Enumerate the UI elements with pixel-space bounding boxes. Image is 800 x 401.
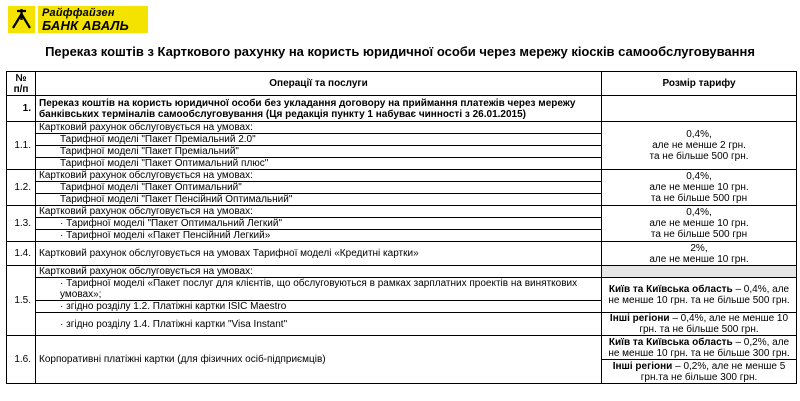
row-line: Тарифної моделі "Пакет Преміальний" — [36, 146, 602, 158]
tariff-line: та не більше 500 грн. — [649, 151, 749, 162]
row-line: Тарифної моделі "Пакет Оптимальний" — [36, 182, 602, 194]
row-text: Картковий рахунок обслуговується на умовах Тарифної моделі «Кредитні картки» — [36, 242, 602, 266]
bank-name-line2: БАНК АВАЛЬ — [42, 18, 130, 33]
tariff-line: але не менше 10 грн. — [649, 182, 749, 193]
row-tariff-kyiv — [602, 278, 797, 313]
row-text: Корпоративні платіжні картки (для фізичних осіб-підприємців) — [36, 336, 602, 384]
tariff-line: 0,4%, — [686, 129, 712, 140]
tariff-line: та не більше 500 грн — [650, 229, 748, 240]
region-label: Інші регіони — [609, 313, 670, 324]
table-row-section-1 — [7, 96, 797, 122]
region-tariff: – 0,4%, але не менше 10 грн. та не більше 500 грн. — [608, 284, 790, 306]
row-line: Тарифної моделі "Пакет Пенсійний Оптимальний" — [36, 194, 602, 206]
raiffeisen-gable-icon — [8, 6, 35, 33]
row-text: Переказ коштів на користь юридичної особи без укладання договору на приймання платежів через мережу банківських терміналів самообслуговування (Ця редакція пункту 1 набуває чинності з 26.01.2015) — [36, 96, 602, 122]
tariff-line: але не менше 10 грн. — [649, 253, 749, 265]
row-line: · Тарифної моделі «Пакет Пенсійний Легкий» — [36, 230, 602, 242]
tariff-line: та не більше 500 грн — [650, 193, 748, 204]
row-line: · згідно розділу 1.2. Платіжні картки ISIC Maestro — [36, 301, 602, 313]
row-line: · згідно розділу 1.4. Платіжні картки "Visa Instant" — [36, 313, 602, 336]
row-line: Картковий рахунок обслуговується на умовах: — [36, 266, 602, 278]
region-tariff: – 0,4%, але не менше 10 грн. та не більше 500 грн. — [639, 313, 789, 335]
bank-name-line1: Райффайзен — [42, 7, 115, 19]
row-line: Тарифної моделі "Пакет Оптимальний плюс" — [36, 158, 602, 170]
header-tariff: Розмір тарифу — [602, 72, 797, 96]
region-label: Київ та Київська область — [608, 336, 733, 348]
header-num: № п/п — [7, 72, 36, 96]
tariff-line: 2%, — [690, 242, 708, 254]
row-num: 1.1. — [7, 122, 36, 170]
table-row-1-2 — [7, 170, 797, 182]
row-line: Тарифної моделі "Пакет Преміальний 2.0" — [36, 134, 602, 146]
row-line: · Тарифної моделі «Пакет послуг для клієнтів, що обслуговуються в рамках зарплатних проектів на виняткових умовах»; — [36, 278, 602, 301]
row-tariff — [602, 206, 797, 242]
region-tariff: – 0,2%, але не менше 10 грн. та не більше 300 грн. — [608, 336, 790, 359]
row-tariff — [602, 242, 797, 266]
tariff-line: але не менше 10 грн. — [649, 218, 749, 229]
region-label: Київ та Київська область — [608, 284, 733, 295]
row-num: 1.3. — [7, 206, 36, 242]
row-line: Картковий рахунок обслуговується на умовах: — [36, 206, 602, 218]
tariff-table — [6, 71, 797, 384]
row-num: 1.5. — [7, 266, 36, 336]
row-tariff — [602, 122, 797, 170]
table-row-1-3 — [7, 206, 797, 218]
bank-logo — [8, 6, 148, 33]
region-tariff: – 0,2%, але не менше 5 грн.та не більше 300 грн. — [640, 360, 786, 383]
page-title: Переказ коштів з Карткового рахунку на користь юридичної особи через мережу кіосків самообслуговування — [45, 44, 755, 59]
row-num: 1.6. — [7, 336, 36, 384]
bank-name — [38, 6, 148, 33]
row-tariff-other — [602, 360, 797, 384]
table-row-1-4 — [7, 242, 797, 266]
row-num: 1.2. — [7, 170, 36, 206]
table-row-1-1 — [7, 122, 797, 134]
region-label: Інші регіони — [612, 360, 673, 372]
table-row-1-5 — [7, 266, 797, 278]
row-tariff — [602, 96, 797, 122]
table-header-row — [7, 72, 797, 96]
row-line: Картковий рахунок обслуговується на умовах: — [36, 122, 602, 134]
row-tariff-other — [602, 313, 797, 336]
row-tariff-kyiv — [602, 336, 797, 360]
table-row-1-5-c — [7, 313, 797, 336]
row-line: · Тарифної моделі "Пакет Оптимальний Легкий" — [36, 218, 602, 230]
tariff-line: 0,4%, — [686, 171, 712, 182]
header-operations: Операції та послуги — [36, 72, 602, 96]
row-line: Картковий рахунок обслуговується на умовах: — [36, 170, 602, 182]
table-row-1-5-a — [7, 278, 797, 301]
row-num: 1.4. — [7, 242, 36, 266]
tariff-line: але не менше 2 грн. — [652, 140, 746, 151]
row-tariff — [602, 170, 797, 206]
row-tariff-blank — [602, 266, 797, 278]
row-num: 1. — [7, 96, 36, 122]
table-row-1-6 — [7, 336, 797, 360]
tariff-line: 0,4%, — [686, 207, 712, 218]
